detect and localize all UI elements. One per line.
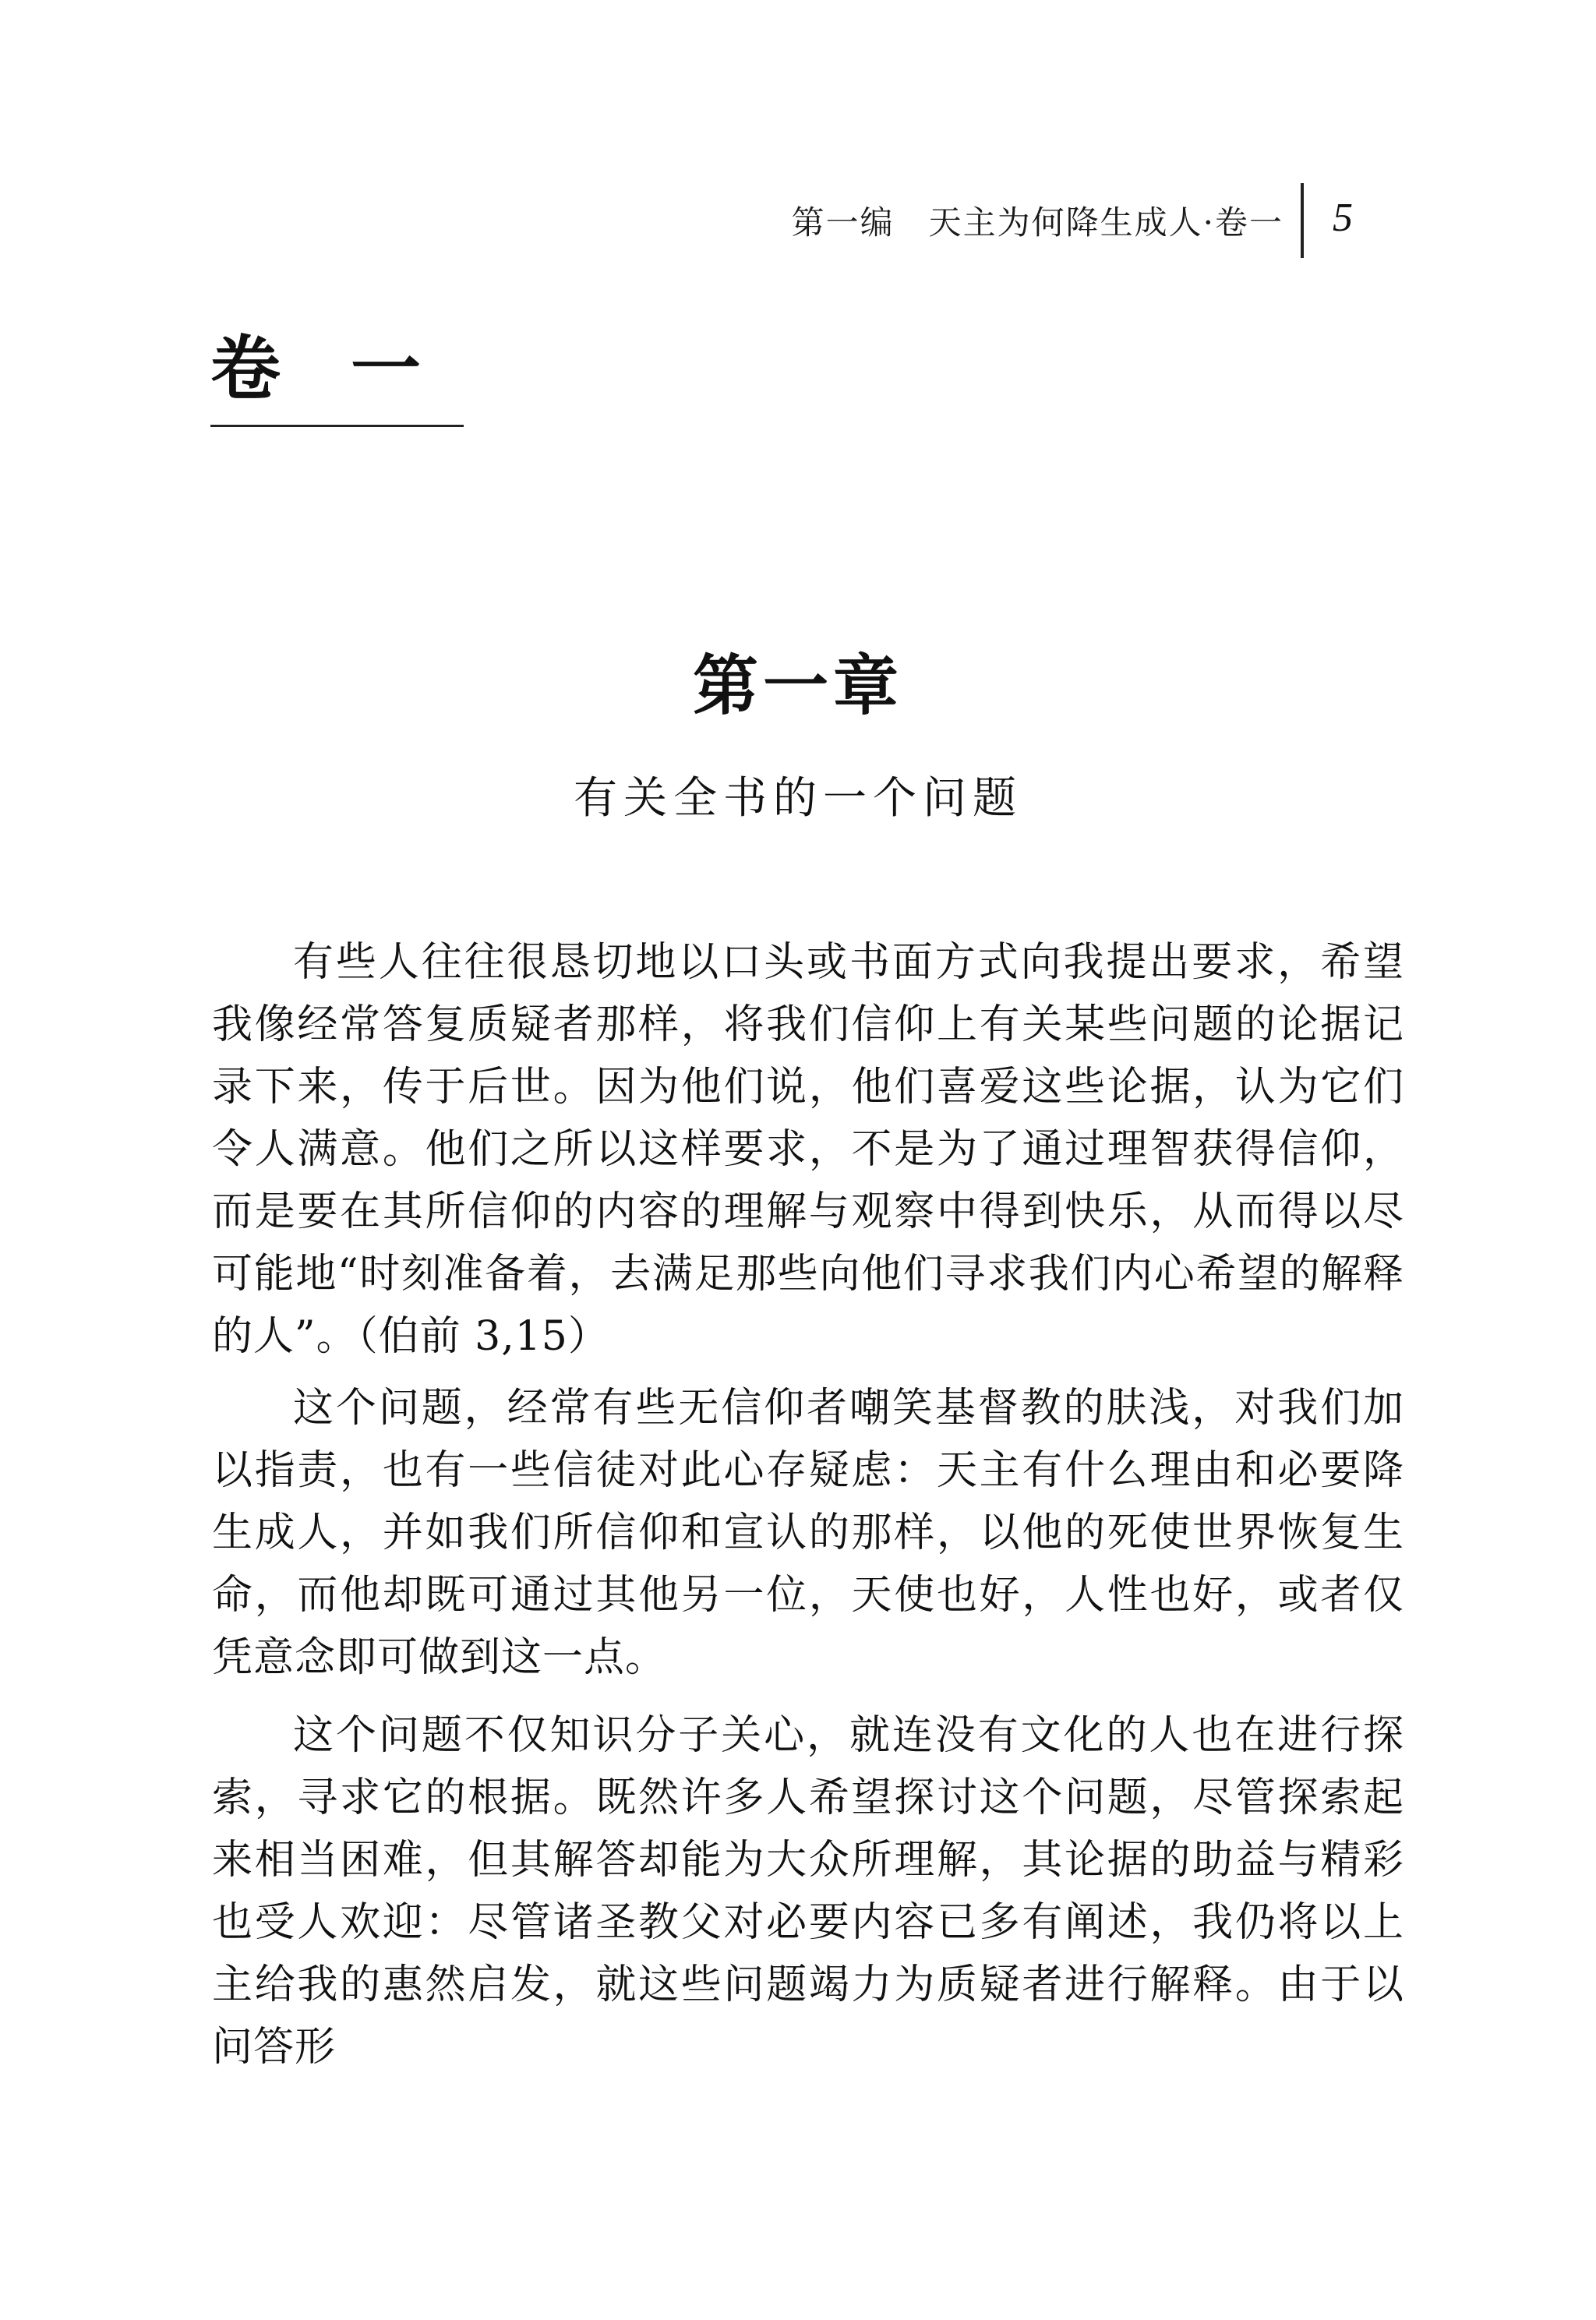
paragraph: 有些人往往很恳切地以口头或书面方式向我提出要求，希望我像经常答复质疑者那样，将我们信仰上有关某些问题的论据记录下来，传于后世。因为他们说，他们喜爱这些论据，认为它们令人满意。他们之所以这样要求，不是为了通过理智获得信仰，而是要在其所信仰的内容的理解与观察中得到快乐，从而得以尽可能地“时刻准备着，去满足那些向他们寻求我们内心希望的解释的人”。（伯前 3,15） xyxy=(212,939,1404,1360)
page-number: 5 xyxy=(1333,196,1353,240)
header-divider xyxy=(1301,183,1304,258)
volume-rule xyxy=(210,425,464,427)
chapter-title: 第一章 xyxy=(692,647,903,724)
chapter-subtitle: 有关全书的一个问题 xyxy=(574,773,1022,824)
volume-title: 卷 一 xyxy=(210,327,421,410)
running-title: 第一编 天主为何降生成人·卷一 xyxy=(791,203,1284,242)
paragraph: 这个问题不仅知识分子关心，就连没有文化的人也在进行探索，寻求它的根据。既然许多人希望探讨这个问题，尽管探索起来相当困难，但其解答却能为大众所理解，其论据的助益与精彩也受人欢迎：尽管诸圣教父对必要内容已多有阐述，我仍将以上主给我的惠然启发，就这些问题竭力为质疑者进行解释。由于以问答形 xyxy=(212,1712,1404,2071)
paragraph: 这个问题，经常有些无信仰者嘲笑基督教的肤浅，对我们加以指责，也有一些信徒对此心存疑虑：天主有什么理由和必要降生成人，并如我们所信仰和宣认的那样，以他的死使世界恢复生命，而他却既可通过其他另一位，天使也好，人性也好，或者仅凭意念即可做到这一点。 xyxy=(212,1385,1404,1681)
running-header xyxy=(792,193,1358,248)
body-text xyxy=(212,931,1404,2094)
